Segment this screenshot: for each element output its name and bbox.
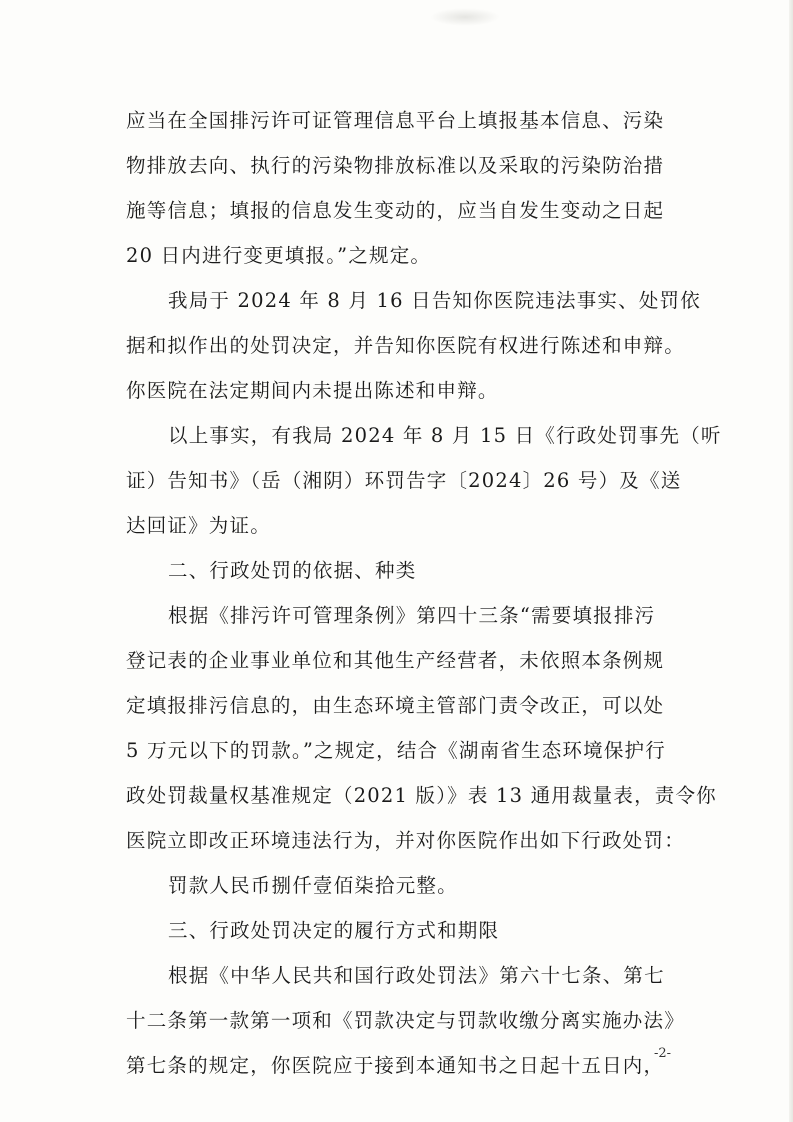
paragraph-line: 定填报排污信息的，由生态环境主管部门责令改正，可以处: [126, 694, 665, 717]
penalty-amount: 罚款人民币捌仟壹佰柒拾元整。: [168, 874, 458, 897]
paragraph-line: 十二条第一款第一项和《罚款决定与罚款收缴分离实施办法》: [126, 1009, 685, 1032]
paragraph-line: 医院立即改正环境违法行为，并对你医院作出如下行政处罚：: [126, 829, 685, 852]
paragraph-line: 20 日内进行变更填报。”之规定。: [126, 244, 432, 267]
paragraph-line: 登记表的企业事业单位和其他生产经营者，未依照本条例规: [126, 649, 665, 672]
paragraph-line: 5 万元以下的罚款。”之规定，结合《湖南省生态环境保护行: [126, 739, 666, 762]
paragraph-line: 第七条的规定，你医院应于接到本通知书之日起十五日内，: [126, 1054, 665, 1077]
paragraph-line: 物排放去向、执行的污染物排放标准以及采取的污染防治措: [126, 154, 665, 177]
page-number: -2-: [654, 1046, 672, 1061]
paragraph-line: 根据《中华人民共和国行政处罚法》第六十七条、第七: [168, 964, 665, 987]
scan-artifact: [430, 8, 500, 26]
paragraph-line: 达回证》为证。: [126, 514, 271, 537]
paragraph-line: 施等信息；填报的信息发生变动的，应当自发生变动之日起: [126, 199, 665, 222]
paragraph-line: 根据《排污许可管理条例》第四十三条“需要填报排污: [168, 604, 656, 627]
scan-edge: [789, 0, 793, 1122]
paragraph-line: 我局于 2024 年 8 月 16 日告知你医院违法事实、处罚依: [168, 289, 701, 312]
paragraph-line: 你医院在法定期间内未提出陈述和申辩。: [126, 379, 499, 402]
section-heading: 二、行政处罚的依据、种类: [168, 559, 417, 582]
paragraph-line: 以上事实，有我局 2024 年 8 月 15 日《行政处罚事先（听: [168, 424, 722, 447]
section-heading: 三、行政处罚决定的履行方式和期限: [168, 919, 500, 942]
paragraph-line: 应当在全国排污许可证管理信息平台上填报基本信息、污染: [126, 109, 665, 132]
paragraph-line: 证）告知书》（岳（湘阴）环罚告字〔2024〕26 号）及《送: [126, 469, 682, 492]
paragraph-line: 据和拟作出的处罚决定，并告知你医院有权进行陈述和申辩。: [126, 334, 685, 357]
paragraph-line: 政处罚裁量权基准规定（2021 版）》表 13 通用裁量表，责令你: [126, 784, 717, 807]
